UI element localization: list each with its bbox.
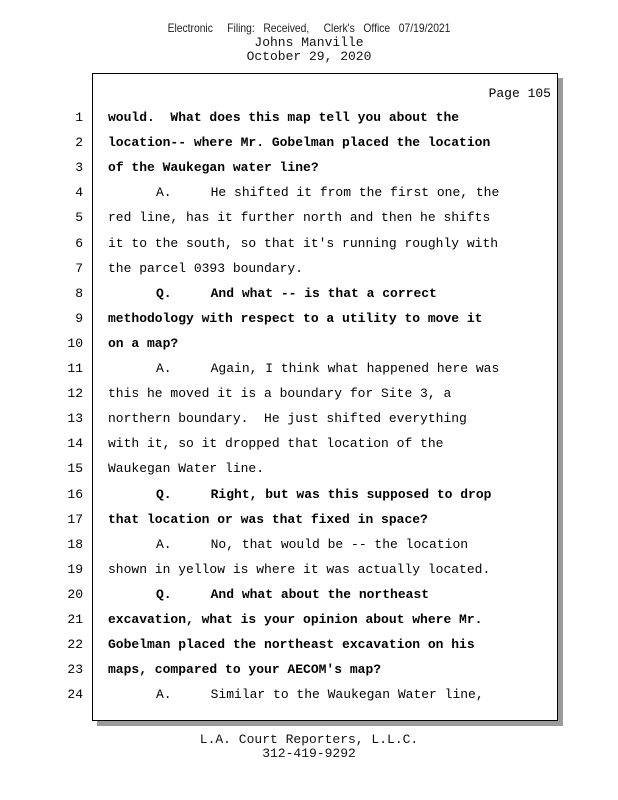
question-line: that location or was that fixed in space? bbox=[108, 512, 428, 527]
question-line: location-- where Mr. Gobelman placed the location bbox=[108, 135, 491, 150]
line-number: 20 bbox=[67, 587, 83, 602]
answer-line: A. Again, I think what happened here was bbox=[156, 361, 500, 376]
deponent-name: Johns Manville bbox=[254, 35, 364, 50]
question-line: would. What does this map tell you about the bbox=[108, 110, 460, 125]
line-number: 17 bbox=[67, 512, 83, 527]
answer-line: with it, so it dropped that location of the bbox=[108, 436, 444, 451]
answer-line: shown in yellow is where it was actually located. bbox=[108, 562, 491, 577]
question-line: Q. Right, but was this supposed to drop bbox=[156, 487, 492, 502]
line-number: 10 bbox=[67, 336, 83, 351]
question-line: Gobelman placed the northeast excavation on his bbox=[108, 637, 475, 652]
question-line: on a map? bbox=[108, 336, 179, 351]
answer-line: Waukegan Water line. bbox=[108, 461, 265, 476]
line-number: 21 bbox=[67, 612, 83, 627]
line-number: 6 bbox=[75, 236, 83, 251]
page-number: Page 105 bbox=[488, 86, 551, 101]
line-number: 8 bbox=[75, 286, 83, 301]
line-number: 24 bbox=[67, 687, 83, 702]
answer-line: northern boundary. He just shifted everything bbox=[108, 411, 467, 426]
line-number: 5 bbox=[75, 210, 83, 225]
answer-line: this he moved it is a boundary for Site 3, a bbox=[108, 386, 452, 401]
question-line: Q. And what about the northeast bbox=[156, 587, 430, 602]
reporter-company: L.A. Court Reporters, L.L.C. bbox=[199, 732, 419, 747]
reporter-phone: 312-419-9292 bbox=[262, 746, 356, 761]
line-number: 12 bbox=[67, 386, 83, 401]
question-line: of the Waukegan water line? bbox=[108, 160, 319, 175]
line-number: 15 bbox=[67, 461, 83, 476]
answer-line: A. He shifted it from the first one, the bbox=[156, 185, 500, 200]
line-number: 9 bbox=[75, 311, 83, 326]
line-number: 13 bbox=[67, 411, 83, 426]
question-line: methodology with respect to a utility to move it bbox=[108, 311, 483, 326]
question-line: maps, compared to your AECOM's map? bbox=[108, 662, 382, 677]
line-number: 14 bbox=[67, 436, 83, 451]
answer-line: A. Similar to the Waukegan Water line, bbox=[156, 687, 484, 702]
line-number: 18 bbox=[67, 537, 83, 552]
line-number: 4 bbox=[75, 185, 83, 200]
filing-stamp: Electronic Filing: Received, Clerk's Office 07/19/2021 bbox=[167, 21, 451, 35]
answer-line: it to the south, so that it's running roughly with bbox=[108, 236, 499, 251]
answer-line: the parcel 0393 boundary. bbox=[108, 261, 304, 276]
line-number: 1 bbox=[75, 110, 83, 125]
line-number: 2 bbox=[75, 135, 83, 150]
line-number: 11 bbox=[67, 361, 83, 376]
line-number: 7 bbox=[75, 261, 83, 276]
deposition-date: October 29, 2020 bbox=[246, 49, 372, 64]
line-number: 16 bbox=[67, 487, 83, 502]
line-number: 3 bbox=[75, 160, 83, 175]
question-line: excavation, what is your opinion about where Mr. bbox=[108, 612, 483, 627]
line-number: 22 bbox=[67, 637, 83, 652]
line-number: 19 bbox=[67, 562, 83, 577]
answer-line: A. No, that would be -- the location bbox=[156, 537, 469, 552]
answer-line: red line, has it further north and then he shifts bbox=[108, 210, 491, 225]
question-line: Q. And what -- is that a correct bbox=[156, 286, 437, 301]
line-number: 23 bbox=[67, 662, 83, 677]
